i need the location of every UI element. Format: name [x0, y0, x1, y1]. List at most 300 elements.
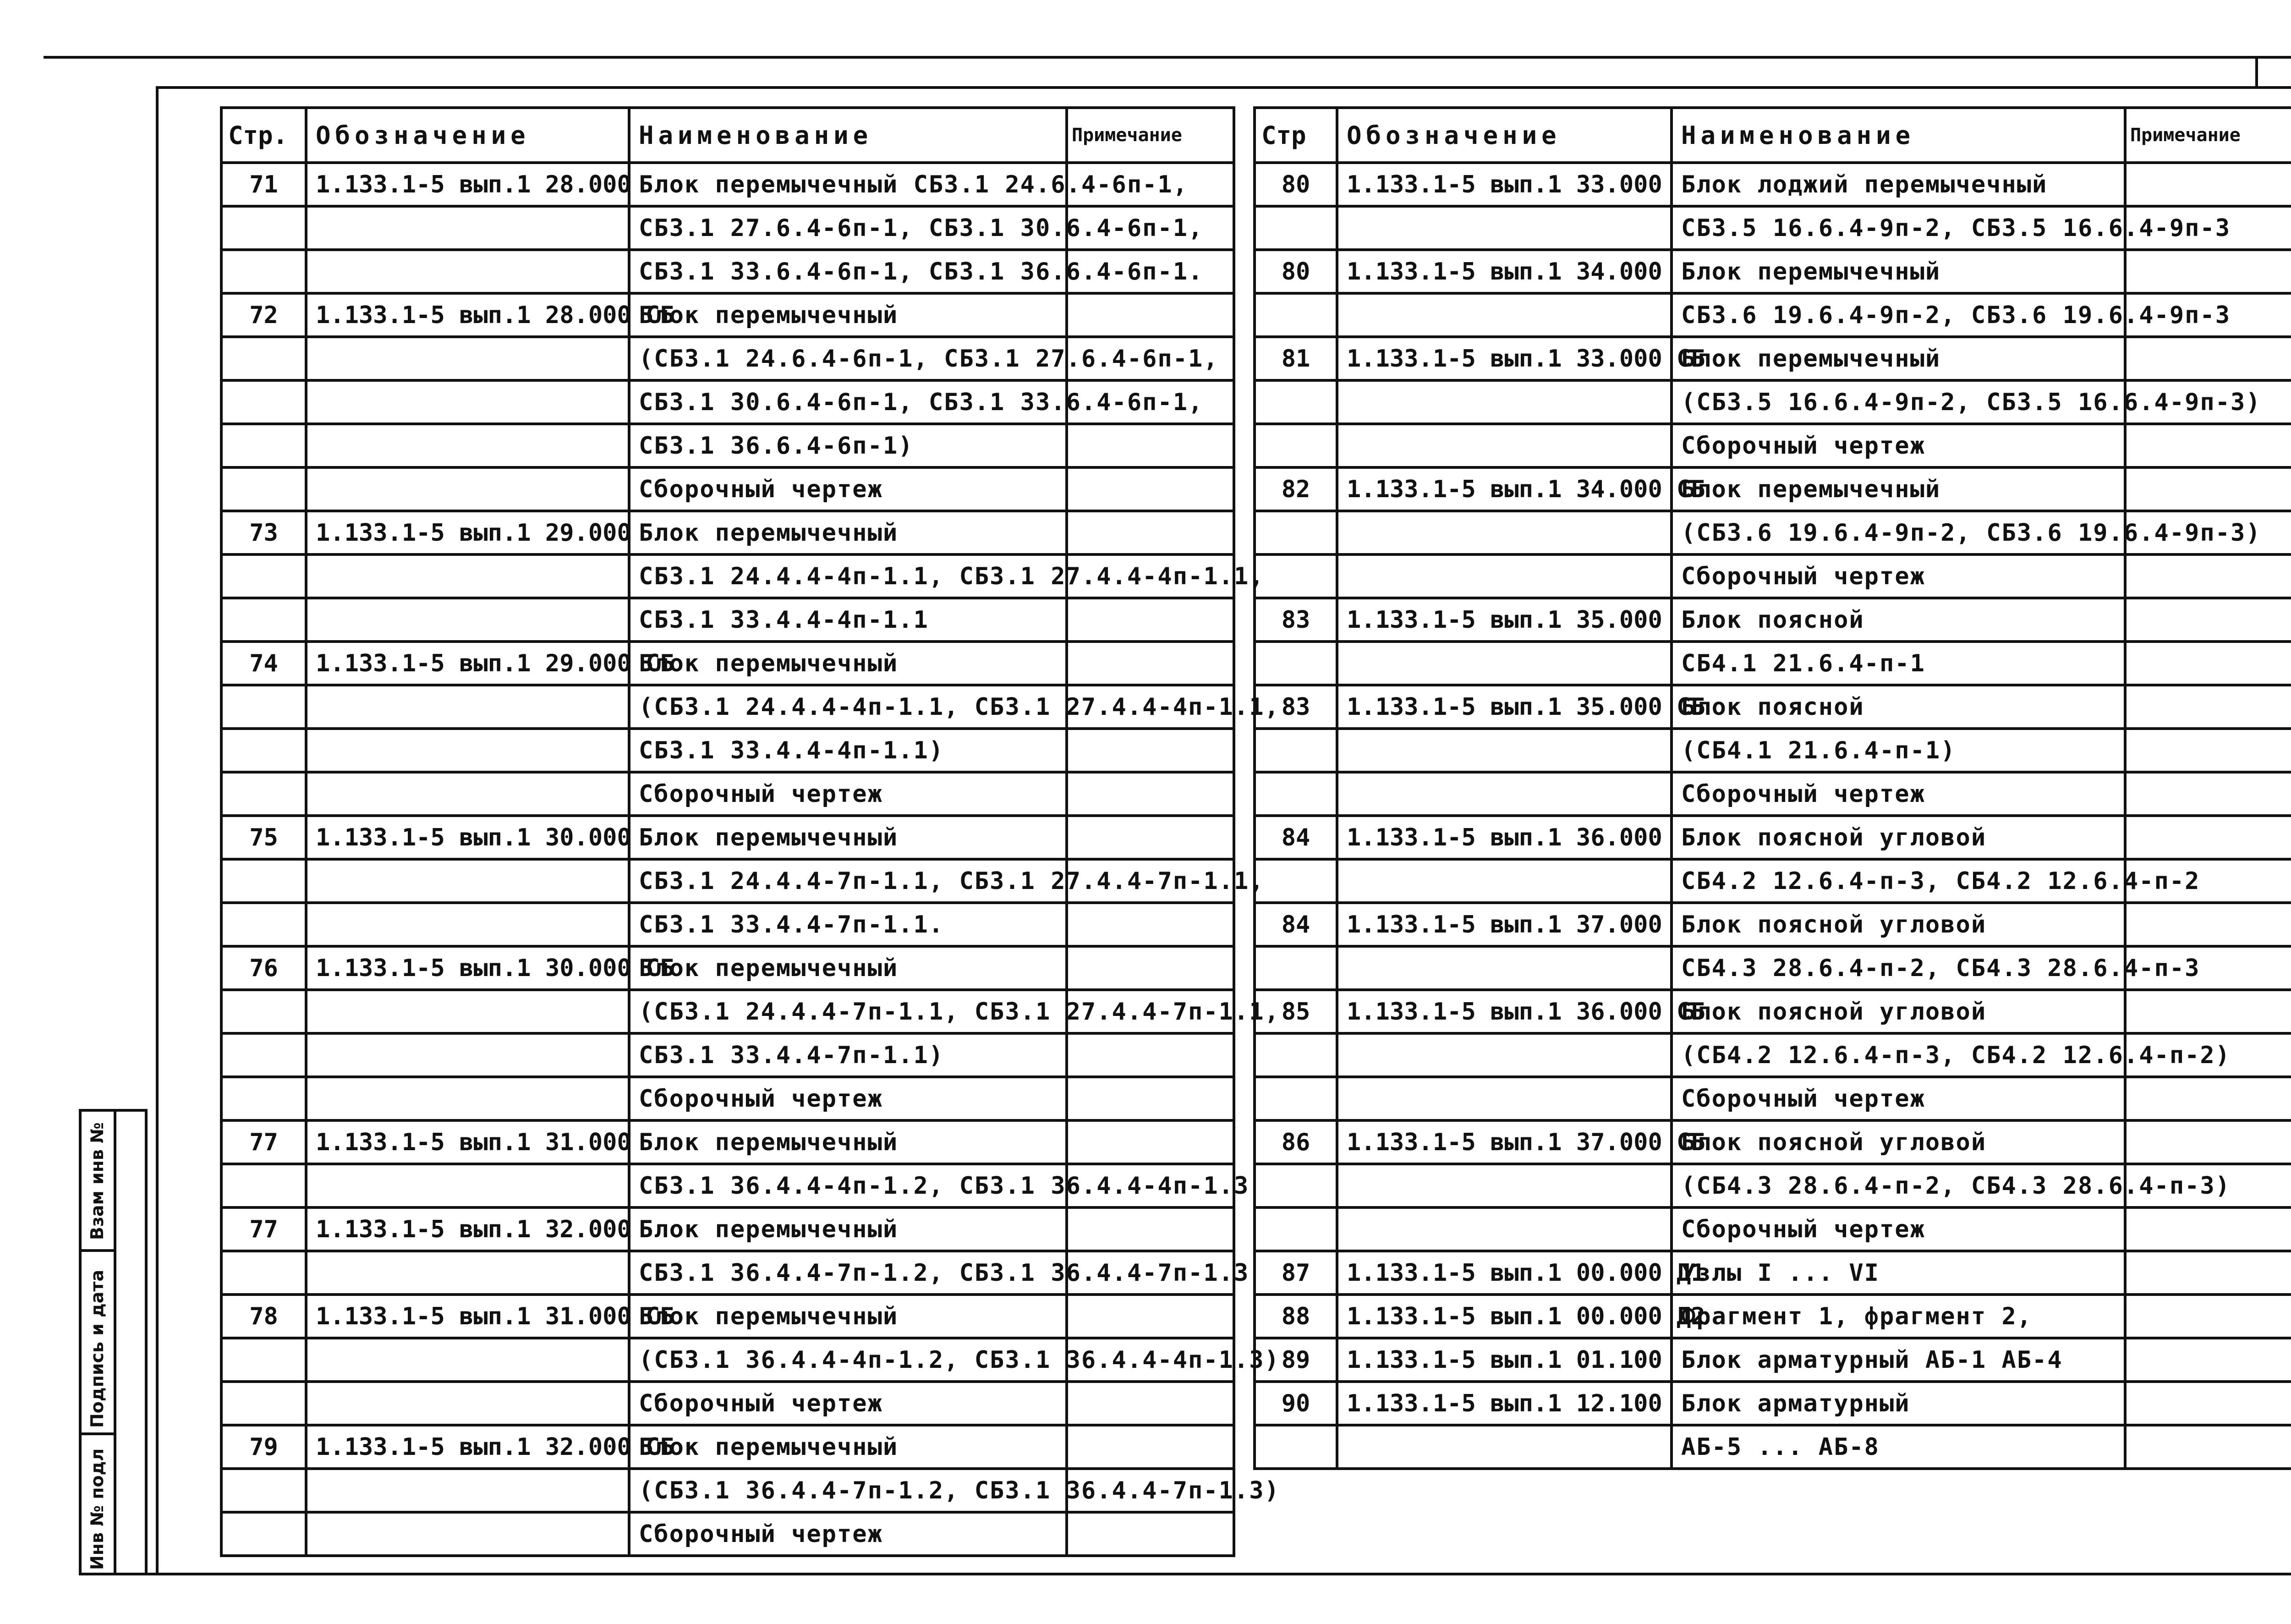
row-name-cell: Блок арматурный [1672, 1382, 2125, 1425]
row-page-cell [1255, 380, 1337, 424]
row-designation-cell: 1.133.1-5 вып.1 34.000 [1337, 250, 1672, 293]
row-name-cell: Сборочный чертеж [1672, 554, 2125, 598]
row-note-cell [1067, 642, 1234, 685]
row-page-cell [1255, 1425, 1337, 1469]
table-row [1255, 380, 2291, 424]
table-row [1255, 511, 2291, 554]
table-row [221, 1382, 1234, 1425]
table-row [1255, 467, 2291, 511]
table-row [221, 337, 1234, 380]
row-designation-cell [306, 380, 629, 424]
table-row [1255, 337, 2291, 380]
row-designation-cell [1337, 380, 1672, 424]
row-designation-cell: 1.133.1-5 вып.1 30.000 [306, 816, 629, 859]
row-note-cell [2125, 1382, 2291, 1425]
row-designation-cell [306, 903, 629, 946]
table-row [1255, 1295, 2291, 1338]
table-row [221, 729, 1234, 772]
row-designation-cell [306, 467, 629, 511]
row-note-cell [1067, 946, 1234, 990]
row-name-cell: СБ4.3 28.6.4-п-2, СБ4.3 28.6.4-п-3 [1672, 946, 2125, 990]
row-designation-cell [306, 1512, 629, 1556]
row-designation-cell [306, 1251, 629, 1295]
row-page-cell: 79 [221, 1425, 306, 1469]
table-row [221, 511, 1234, 554]
row-name-cell: (СБ3.1 24.6.4-6п-1, СБ3.1 27.6.4-6п-1, [629, 337, 1067, 380]
row-note-cell [2125, 598, 2291, 642]
row-name-cell: Блок перемычечный [629, 1120, 1067, 1164]
table-row [221, 859, 1234, 903]
row-designation-cell [306, 772, 629, 816]
row-designation-cell [306, 990, 629, 1033]
row-name-cell: Сборочный чертеж [629, 1077, 1067, 1120]
row-designation-cell [1337, 859, 1672, 903]
row-page-cell [221, 1164, 306, 1207]
row-page-cell [221, 554, 306, 598]
row-note-cell [1067, 1207, 1234, 1251]
row-name-cell: (СБ3.6 19.6.4-9п-2, СБ3.6 19.6.4-9п-3) [1672, 511, 2125, 554]
row-name-cell: Узлы I ... VI [1672, 1251, 2125, 1295]
stamp-divider [82, 1249, 114, 1252]
row-designation-cell: 1.133.1-5 вып.1 32.000 [306, 1207, 629, 1251]
row-page-cell: 88 [1255, 1295, 1337, 1338]
row-page-cell [221, 685, 306, 729]
row-page-cell: 77 [221, 1207, 306, 1251]
row-note-cell [1067, 1425, 1234, 1469]
row-name-cell: Блок поясной угловой [1672, 1120, 2125, 1164]
table-row [221, 1033, 1234, 1077]
table-row [1255, 685, 2291, 729]
row-page-cell [221, 380, 306, 424]
row-designation-cell [1337, 1077, 1672, 1120]
row-designation-cell: 1.133.1-5 вып.1 37.000 СБ [1337, 1120, 1672, 1164]
row-page-cell [1255, 206, 1337, 250]
table-row [221, 1295, 1234, 1338]
row-page-cell [221, 424, 306, 467]
row-page-cell: 73 [221, 511, 306, 554]
row-name-cell: Блок поясной угловой [1672, 903, 2125, 946]
row-designation-cell: 1.133.1-5 вып.1 29.000 СБ [306, 642, 629, 685]
row-note-cell [1067, 903, 1234, 946]
row-name-cell: Блок перемычечный [629, 946, 1067, 990]
row-page-cell [221, 337, 306, 380]
row-note-cell [2125, 337, 2291, 380]
table-row [1255, 1207, 2291, 1251]
row-note-cell [1067, 467, 1234, 511]
table-row [1255, 250, 2291, 293]
row-note-cell [2125, 729, 2291, 772]
row-note-cell [1067, 1077, 1234, 1120]
row-note-cell [1067, 424, 1234, 467]
table-row [221, 1251, 1234, 1295]
row-designation-cell: 1.133.1-5 вып.1 35.000 [1337, 598, 1672, 642]
col-note-header: Примечание [1067, 108, 1234, 163]
row-name-cell: (СБ4.2 12.6.4-п-3, СБ4.2 12.6.4-п-2) [1672, 1033, 2125, 1077]
row-designation-cell: 1.133.1-5 вып.1 33.000 [1337, 163, 1672, 206]
table-row [221, 1120, 1234, 1164]
table-row [221, 206, 1234, 250]
row-designation-cell [1337, 1164, 1672, 1207]
table-row [221, 1338, 1234, 1382]
row-designation-cell [306, 1033, 629, 1077]
row-page-cell [221, 1338, 306, 1382]
row-name-cell: (СБ3.1 24.4.4-7п-1.1, СБ3.1 27.4.4-7п-1.1, [629, 990, 1067, 1033]
row-designation-cell [1337, 1425, 1672, 1469]
row-designation-cell: 1.133.1-5 вып.1 30.000 СБ [306, 946, 629, 990]
table-row [1255, 816, 2291, 859]
row-designation-cell [1337, 642, 1672, 685]
row-name-cell: Блок перемычечный [629, 816, 1067, 859]
table-row [221, 642, 1234, 685]
row-name-cell: Блок поясной угловой [1672, 816, 2125, 859]
table-row [221, 685, 1234, 729]
table-row [221, 380, 1234, 424]
col-designation-header: Обозначение [306, 108, 629, 163]
row-note-cell [2125, 816, 2291, 859]
table-row [221, 467, 1234, 511]
row-page-cell: 72 [221, 293, 306, 337]
row-page-cell [221, 467, 306, 511]
row-name-cell: Блок перемычечный [629, 1425, 1067, 1469]
row-page-cell [1255, 642, 1337, 685]
row-page-cell [221, 903, 306, 946]
sheet-number-divider [2255, 59, 2258, 87]
col-page-header: Стр. [221, 108, 306, 163]
row-page-cell [1255, 293, 1337, 337]
row-note-cell [2125, 250, 2291, 293]
row-name-cell: Сборочный чертеж [1672, 424, 2125, 467]
row-designation-cell [1337, 772, 1672, 816]
row-note-cell [1067, 598, 1234, 642]
row-note-cell [2125, 642, 2291, 685]
row-note-cell [2125, 685, 2291, 729]
col-note-header: Примечание [2125, 108, 2291, 163]
table-row [1255, 598, 2291, 642]
row-designation-cell: 1.133.1-5 вып.1 32.000 СБ [306, 1425, 629, 1469]
row-name-cell: (СБ3.1 24.4.4-4п-1.1, СБ3.1 27.4.4-4п-1.1, [629, 685, 1067, 729]
row-designation-cell [306, 424, 629, 467]
row-page-cell [221, 250, 306, 293]
row-page-cell [221, 206, 306, 250]
row-page-cell [221, 772, 306, 816]
stamp-divider [114, 1112, 116, 1575]
row-designation-cell: 1.133.1-5 вып.1 31.000 СБ [306, 1295, 629, 1338]
row-note-cell [2125, 903, 2291, 946]
row-designation-cell: 1.133.1-5 вып.1 28.000 СБ [306, 293, 629, 337]
row-name-cell: Фрагмент 1, фрагмент 2, [1672, 1295, 2125, 1338]
table-row [1255, 1077, 2291, 1120]
table-row [1255, 1338, 2291, 1382]
table-row [221, 1164, 1234, 1207]
row-designation-cell [306, 337, 629, 380]
stamp-inv-podl: Инв № подл [87, 1448, 107, 1570]
row-page-cell: 83 [1255, 598, 1337, 642]
table-header-row [1255, 108, 2291, 163]
row-name-cell: Сборочный чертеж [629, 772, 1067, 816]
row-page-cell: 77 [221, 1120, 306, 1164]
row-name-cell: СБ3.1 33.6.4-6п-1, СБ3.1 36.6.4-6п-1. [629, 250, 1067, 293]
row-name-cell: (СБ3.1 36.4.4-7п-1.2, СБ3.1 36.4.4-7п-1.3) [629, 1469, 1067, 1512]
row-name-cell: Блок поясной [1672, 598, 2125, 642]
row-name-cell: Блок перемычечный [629, 293, 1067, 337]
row-designation-cell [1337, 511, 1672, 554]
row-page-cell: 83 [1255, 685, 1337, 729]
row-designation-cell: 1.133.1-5 вып.1 28.000 [306, 163, 629, 206]
row-name-cell: СБ4.2 12.6.4-п-3, СБ4.2 12.6.4-п-2 [1672, 859, 2125, 903]
table-row [221, 293, 1234, 337]
row-page-cell [1255, 859, 1337, 903]
row-designation-cell: 1.133.1-5 вып.1 33.000 СБ [1337, 337, 1672, 380]
row-designation-cell [306, 859, 629, 903]
row-designation-cell: 1.133.1-5 вып.1 31.000 [306, 1120, 629, 1164]
row-note-cell [1067, 816, 1234, 859]
table-row [1255, 903, 2291, 946]
row-note-cell [2125, 554, 2291, 598]
row-page-cell [1255, 729, 1337, 772]
row-note-cell [1067, 1512, 1234, 1556]
table-row [1255, 163, 2291, 206]
row-note-cell [2125, 424, 2291, 467]
table-row [1255, 424, 2291, 467]
row-name-cell: Сборочный чертеж [629, 467, 1067, 511]
row-page-cell [1255, 424, 1337, 467]
row-page-cell: 85 [1255, 990, 1337, 1033]
row-name-cell: Блок перемычечный [629, 642, 1067, 685]
row-page-cell: 75 [221, 816, 306, 859]
row-page-cell [1255, 554, 1337, 598]
row-name-cell: СБ3.1 33.4.4-7п-1.1. [629, 903, 1067, 946]
inner-frame-top [156, 86, 2291, 89]
row-designation-cell [306, 250, 629, 293]
row-page-cell: 74 [221, 642, 306, 685]
row-name-cell: СБ3.1 33.4.4-4п-1.1) [629, 729, 1067, 772]
row-designation-cell [1337, 424, 1672, 467]
table-row [1255, 1425, 2291, 1469]
table-row [221, 1469, 1234, 1512]
table-row [221, 816, 1234, 859]
row-designation-cell: 1.133.1-5 вып.1 34.000 СБ [1337, 467, 1672, 511]
row-note-cell [1067, 1295, 1234, 1338]
table-row [221, 772, 1234, 816]
stamp-divider [82, 1432, 114, 1435]
row-designation-cell: 1.133.1-5 вып.1 00.000 Д1 [1337, 1251, 1672, 1295]
row-page-cell [1255, 1033, 1337, 1077]
row-page-cell [221, 1512, 306, 1556]
row-note-cell [2125, 1120, 2291, 1164]
row-page-cell [1255, 946, 1337, 990]
row-name-cell: Блок перемычечный СБ3.1 24.6.4-6п-1, [629, 163, 1067, 206]
row-designation-cell [306, 206, 629, 250]
row-note-cell [2125, 1077, 2291, 1120]
row-name-cell: СБ3.1 36.4.4-7п-1.2, СБ3.1 36.4.4-7п-1.3 [629, 1251, 1067, 1295]
row-designation-cell: 1.133.1-5 вып.1 12.100 [1337, 1382, 1672, 1425]
table-row [1255, 1382, 2291, 1425]
row-page-cell [1255, 1207, 1337, 1251]
table-row [221, 1077, 1234, 1120]
table-row [221, 554, 1234, 598]
row-note-cell [1067, 293, 1234, 337]
inner-frame-left [156, 86, 159, 1575]
row-designation-cell [306, 1469, 629, 1512]
row-designation-cell [1337, 1033, 1672, 1077]
table-row [221, 946, 1234, 990]
row-page-cell: 90 [1255, 1382, 1337, 1425]
table-row [1255, 859, 2291, 903]
row-name-cell: СБ3.1 36.6.4-6п-1) [629, 424, 1067, 467]
row-name-cell: Блок поясной угловой [1672, 990, 2125, 1033]
row-note-cell [1067, 511, 1234, 554]
row-name-cell: СБ4.1 21.6.4-п-1 [1672, 642, 2125, 685]
row-designation-cell [1337, 1207, 1672, 1251]
row-name-cell: АБ-5 ... АБ-8 [1672, 1425, 2125, 1469]
row-name-cell: СБ3.1 36.4.4-4п-1.2, СБ3.1 36.4.4-4п-1.3 [629, 1164, 1067, 1207]
row-note-cell [2125, 467, 2291, 511]
row-designation-cell [306, 729, 629, 772]
row-page-cell: 76 [221, 946, 306, 990]
row-page-cell [221, 859, 306, 903]
table-row [1255, 206, 2291, 250]
row-name-cell: СБ3.6 19.6.4-9п-2, СБ3.6 19.6.4-9п-3 [1672, 293, 2125, 337]
row-page-cell [1255, 511, 1337, 554]
row-designation-cell [306, 1382, 629, 1425]
row-page-cell: 89 [1255, 1338, 1337, 1382]
row-name-cell: Блок перемычечный [1672, 337, 2125, 380]
row-designation-cell: 1.133.1-5 вып.1 29.000 [306, 511, 629, 554]
row-note-cell [1067, 1033, 1234, 1077]
table-row [221, 598, 1234, 642]
table-row [1255, 642, 2291, 685]
row-name-cell: СБ3.1 30.6.4-6п-1, СБ3.1 33.6.4-6п-1, [629, 380, 1067, 424]
row-name-cell: Блок поясной [1672, 685, 2125, 729]
row-designation-cell: 1.133.1-5 вып.1 36.000 [1337, 816, 1672, 859]
row-name-cell: Сборочный чертеж [629, 1512, 1067, 1556]
row-name-cell: Блок перемычечный [629, 1207, 1067, 1251]
row-note-cell [2125, 1207, 2291, 1251]
row-designation-cell [1337, 946, 1672, 990]
row-name-cell: СБ3.1 33.4.4-7п-1.1) [629, 1033, 1067, 1077]
table-row [1255, 729, 2291, 772]
row-note-cell [2125, 772, 2291, 816]
row-designation-cell [1337, 293, 1672, 337]
row-page-cell [221, 1251, 306, 1295]
col-designation-header: Обозначение [1337, 108, 1672, 163]
row-name-cell: (СБ3.5 16.6.4-9п-2, СБ3.5 16.6.4-9п-3) [1672, 380, 2125, 424]
row-designation-cell [306, 1338, 629, 1382]
row-page-cell: 71 [221, 163, 306, 206]
row-designation-cell: 1.133.1-5 вып.1 36.000 СБ [1337, 990, 1672, 1033]
table-row [1255, 1164, 2291, 1207]
row-name-cell: Сборочный чертеж [1672, 1207, 2125, 1251]
row-page-cell: 80 [1255, 250, 1337, 293]
row-note-cell [1067, 1382, 1234, 1425]
row-page-cell [221, 1033, 306, 1077]
row-name-cell: Блок перемычечный [1672, 467, 2125, 511]
row-designation-cell [1337, 554, 1672, 598]
row-designation-cell [306, 1077, 629, 1120]
table-row [1255, 990, 2291, 1033]
left-register-table [220, 106, 1280, 1557]
row-name-cell: Сборочный чертеж [1672, 1077, 2125, 1120]
table-row [221, 250, 1234, 293]
row-page-cell: 86 [1255, 1120, 1337, 1164]
row-page-cell [221, 990, 306, 1033]
row-name-cell: (СБ3.1 36.4.4-4п-1.2, СБ3.1 36.4.4-4п-1.3) [629, 1338, 1067, 1382]
row-name-cell: Блок лоджий перемычечный [1672, 163, 2125, 206]
row-page-cell: 78 [221, 1295, 306, 1338]
table-row [221, 163, 1234, 206]
row-note-cell [1067, 729, 1234, 772]
row-designation-cell [306, 554, 629, 598]
row-name-cell: (СБ4.3 28.6.4-п-2, СБ4.3 28.6.4-п-3) [1672, 1164, 2125, 1207]
row-designation-cell [1337, 206, 1672, 250]
table-row [221, 903, 1234, 946]
row-name-cell: Блок перемычечный [1672, 250, 2125, 293]
row-page-cell [221, 598, 306, 642]
row-name-cell: Блок перемычечный [629, 511, 1067, 554]
row-page-cell: 82 [1255, 467, 1337, 511]
row-page-cell [221, 1077, 306, 1120]
table-row [1255, 772, 2291, 816]
row-designation-cell [306, 1164, 629, 1207]
table-row [1255, 946, 2291, 990]
inner-frame-bottom [79, 1573, 2291, 1575]
row-name-cell: СБ3.1 24.4.4-4п-1.1, СБ3.1 27.4.4-4п-1.1, [629, 554, 1067, 598]
row-note-cell [1067, 772, 1234, 816]
stamp-podpis-data: Подпись и дата [87, 1269, 107, 1428]
row-name-cell: Сборочный чертеж [629, 1382, 1067, 1425]
col-name-header: Наименование [1672, 108, 2125, 163]
row-designation-cell [306, 685, 629, 729]
row-note-cell [2125, 1425, 2291, 1469]
row-page-cell [221, 1469, 306, 1512]
row-page-cell [221, 729, 306, 772]
outer-frame-top [44, 56, 2291, 59]
row-page-cell [221, 1382, 306, 1425]
stamp-vzam-inv: Взам инв № [87, 1122, 107, 1240]
row-designation-cell [1337, 729, 1672, 772]
row-note-cell [2125, 163, 2291, 206]
row-note-cell [2125, 1338, 2291, 1382]
row-name-cell: (СБ4.1 21.6.4-п-1) [1672, 729, 2125, 772]
table-header-row [221, 108, 1234, 163]
side-stamp [79, 1109, 148, 1575]
table-row [1255, 1120, 2291, 1164]
row-name-cell: СБ3.1 27.6.4-6п-1, СБ3.1 30.6.4-6п-1, [629, 206, 1067, 250]
row-note-cell [1067, 1120, 1234, 1164]
table-row [221, 990, 1234, 1033]
row-designation-cell: 1.133.1-5 вып.1 37.000 [1337, 903, 1672, 946]
table-row [1255, 1251, 2291, 1295]
row-name-cell: Блок арматурный АБ-1 АБ-4 [1672, 1338, 2125, 1382]
row-name-cell: Блок перемычечный [629, 1295, 1067, 1338]
table-row [1255, 554, 2291, 598]
row-note-cell [2125, 990, 2291, 1033]
row-name-cell: Сборочный чертеж [1672, 772, 2125, 816]
row-page-cell: 81 [1255, 337, 1337, 380]
row-page-cell: 84 [1255, 903, 1337, 946]
row-page-cell [1255, 1077, 1337, 1120]
row-designation-cell: 1.133.1-5 вып.1 01.100 [1337, 1338, 1672, 1382]
right-register-table [1253, 106, 2291, 1470]
table-row [1255, 293, 2291, 337]
col-name-header: Наименование [629, 108, 1067, 163]
row-note-cell [2125, 1295, 2291, 1338]
table-row [221, 1425, 1234, 1469]
row-designation-cell: 1.133.1-5 вып.1 35.000 СБ [1337, 685, 1672, 729]
row-page-cell [1255, 1164, 1337, 1207]
row-page-cell: 80 [1255, 163, 1337, 206]
row-designation-cell [306, 598, 629, 642]
